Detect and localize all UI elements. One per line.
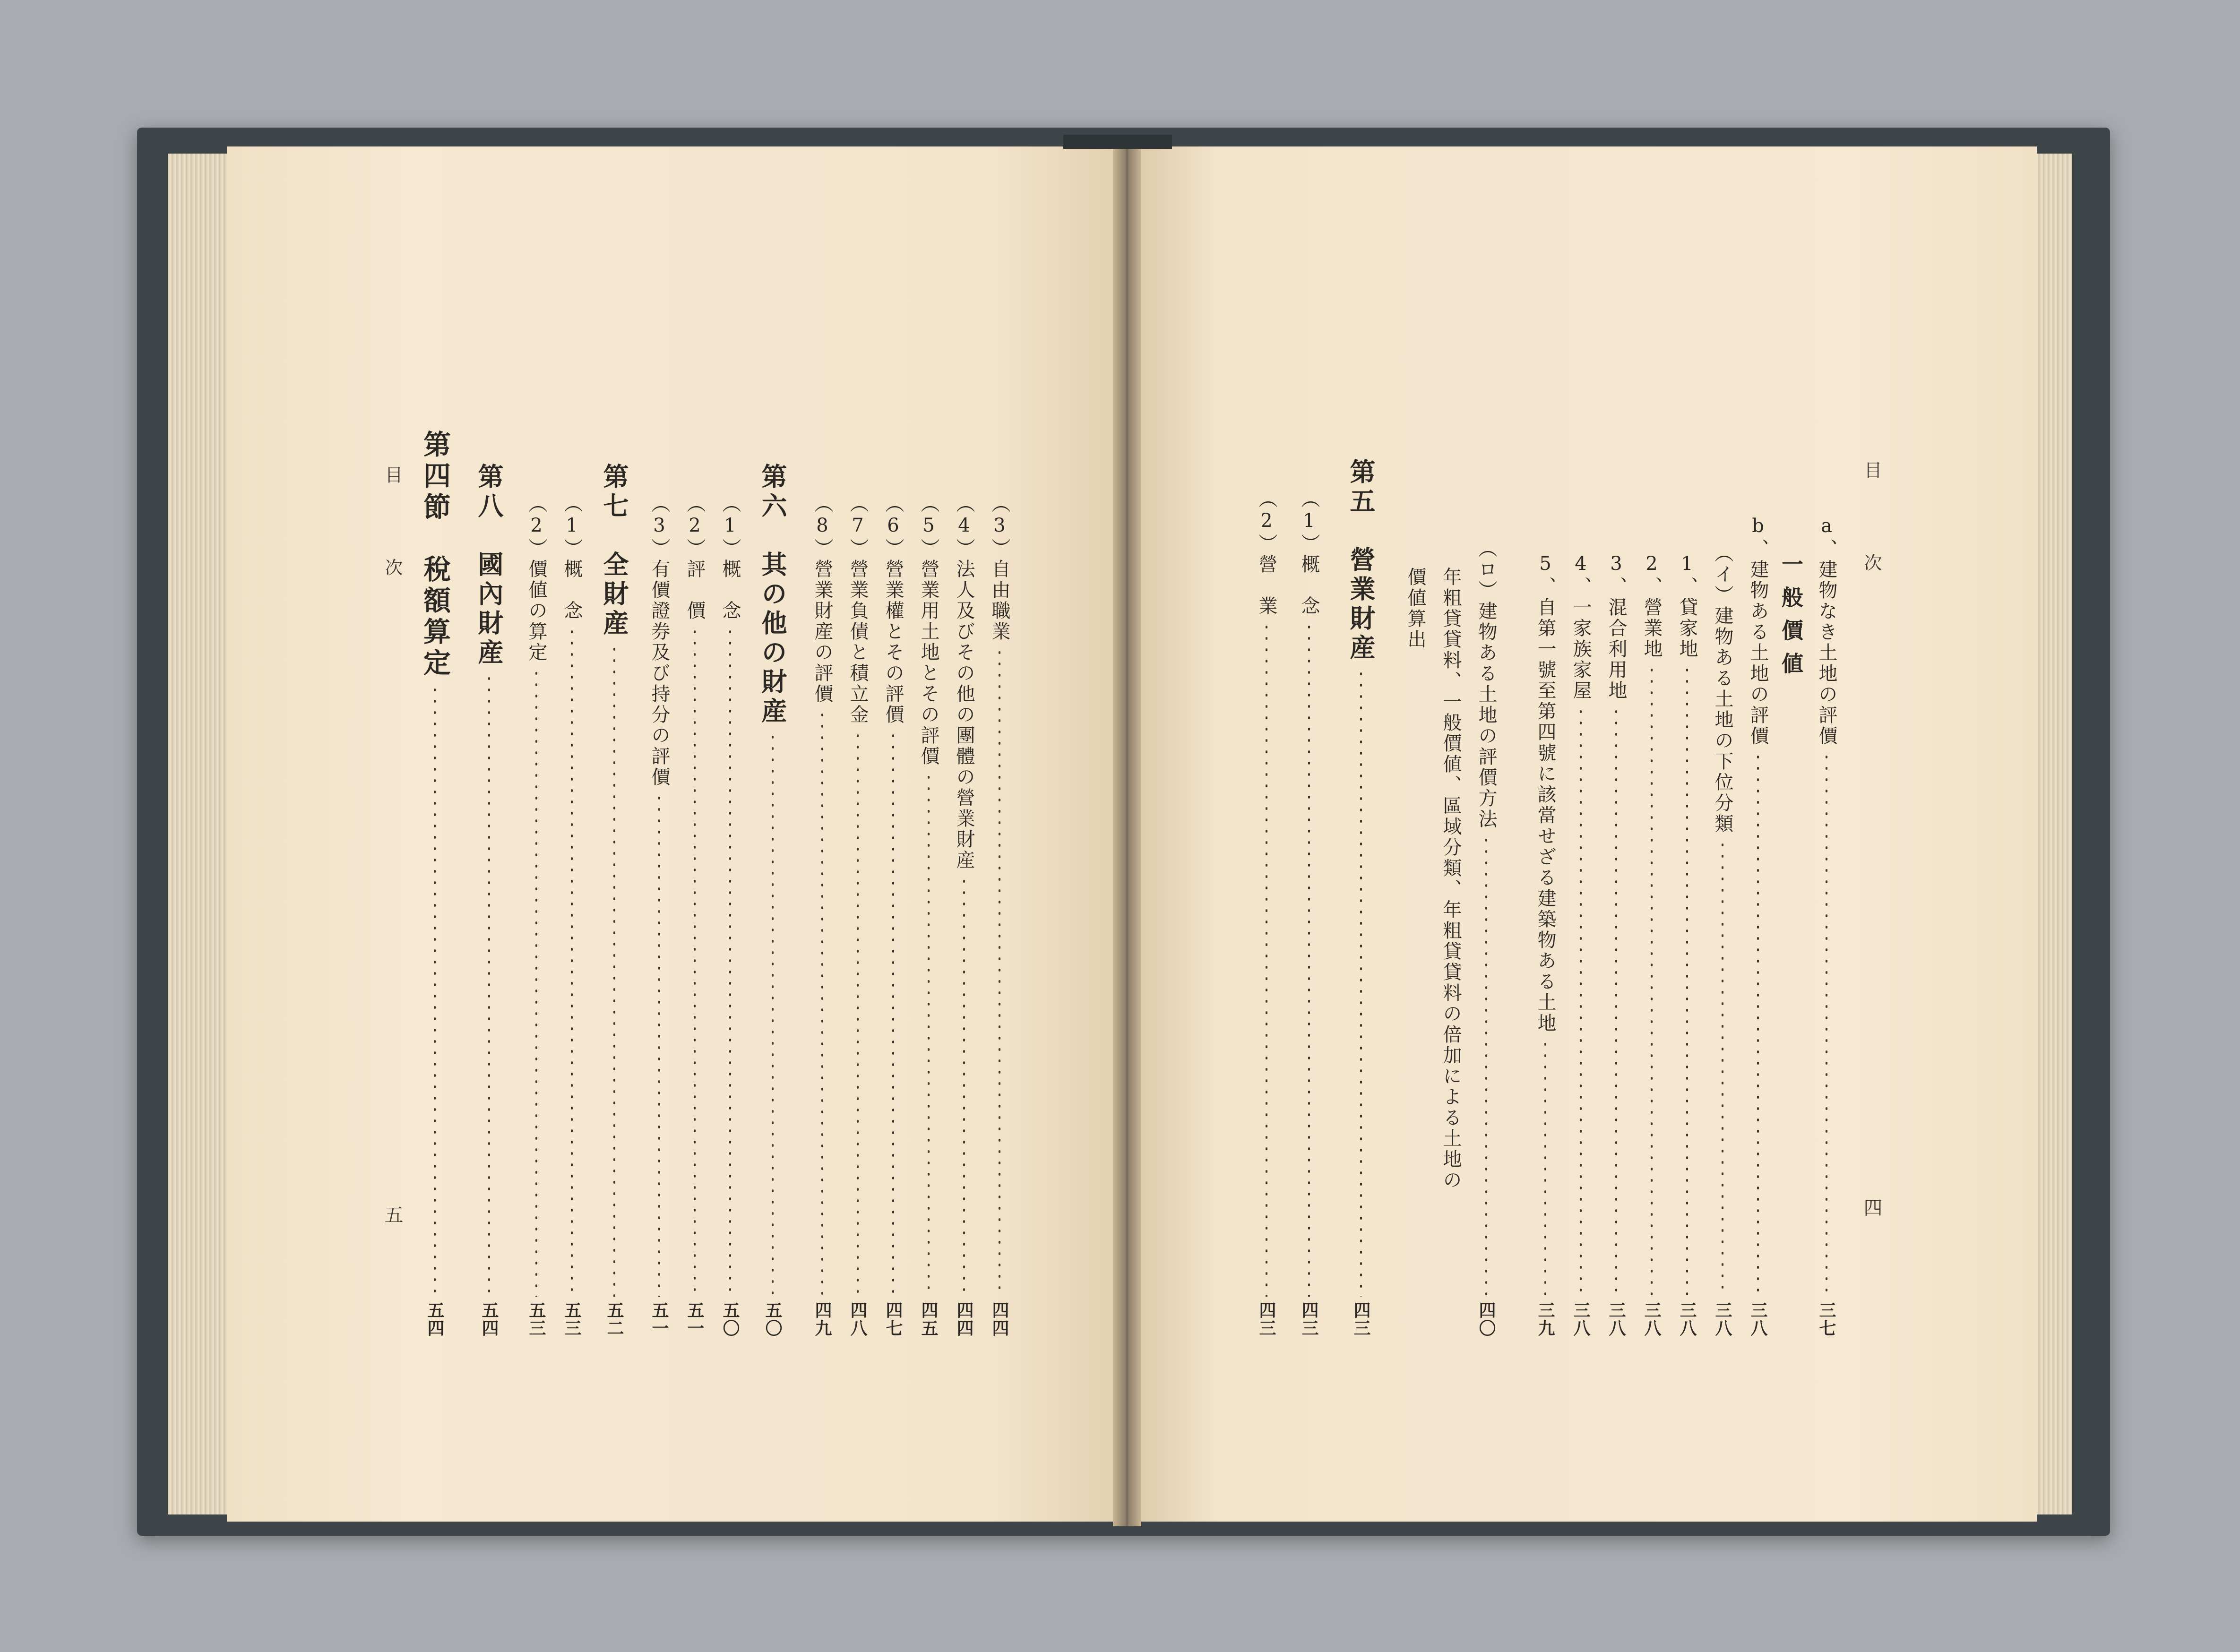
toc-entry-label: （3）自由職業	[989, 494, 1010, 642]
toc-entry	[1708, 543, 1737, 1337]
toc-page-number: 四七	[883, 1301, 903, 1337]
toc-entry-label: 4、一家族家屋	[1570, 553, 1592, 701]
toc-page-number: 四八	[848, 1301, 868, 1337]
toc-entry-label: 第五 營業財産	[1346, 458, 1376, 663]
toc-leader-dots	[963, 876, 965, 1297]
toc-page-number: 四三	[1299, 1301, 1319, 1337]
toc-leader-dots	[1580, 706, 1582, 1297]
toc-entry-label: 第六 其の他の財産	[758, 463, 788, 727]
running-head-text: 目 次	[382, 465, 403, 604]
toc-page-number: 五四	[479, 1301, 499, 1337]
toc-entry-label: （6）營業權とその評價	[882, 494, 904, 725]
spine-top	[1063, 135, 1172, 149]
toc-entry-label: （イ）建物ある土地の下位分類	[1712, 543, 1733, 835]
toc-entry	[645, 494, 673, 1337]
toc-page-number: 三八	[1677, 1301, 1697, 1337]
toc-page-number: 五四	[425, 1301, 445, 1337]
toc-entry-label: 2、營業地	[1641, 553, 1663, 660]
toc-entry	[1437, 567, 1465, 1191]
toc-page-number: 四九	[812, 1301, 832, 1337]
folio-left	[378, 1205, 406, 1224]
toc-page-number: 四五	[919, 1301, 939, 1337]
toc-entry-label: （1）概 念	[1298, 489, 1320, 617]
toc-entry	[985, 494, 1014, 1337]
toc-page-number: 五三	[526, 1301, 546, 1337]
toc-leader-dots	[772, 731, 774, 1297]
toc-page-number: 五二	[604, 1301, 624, 1337]
toc-entry-label: 一般價値	[1778, 553, 1804, 685]
toc-entry	[1252, 489, 1281, 1337]
toc-entry	[879, 494, 907, 1337]
toc-page-number: 四三	[1257, 1301, 1276, 1337]
toc-page-number: 五〇	[763, 1301, 783, 1337]
toc-page-number: 三八	[1748, 1301, 1768, 1337]
toc-leader-dots	[1651, 664, 1653, 1297]
toc-entry	[1777, 553, 1805, 685]
toc-entry-label: （5）營業用土地とその評價	[918, 494, 939, 767]
toc-page-number: 三八	[1571, 1301, 1591, 1337]
folio-number: 五	[381, 1205, 403, 1224]
toc-leader-dots	[928, 772, 930, 1297]
toc-page-number: 三八	[1642, 1301, 1662, 1337]
toc-leader-dots	[535, 668, 537, 1297]
toc-entry	[844, 494, 872, 1337]
toc-leader-dots	[729, 626, 731, 1297]
page-edges-left	[168, 154, 234, 1514]
toc-entry-label: （4）法人及びその他の團體の營業財産	[953, 494, 975, 871]
toc-entry-label: （1）概 念	[561, 494, 583, 621]
toc-page-number: 三七	[1817, 1301, 1836, 1337]
toc-entry	[1673, 553, 1701, 1337]
toc-entry-label: 3、混合利用地	[1605, 553, 1627, 701]
toc-section-heading	[756, 463, 789, 1337]
toc-leader-dots	[658, 792, 660, 1297]
toc-leader-dots	[1615, 706, 1617, 1297]
toc-page-number: 四〇	[1476, 1301, 1496, 1337]
toc-leader-dots	[1308, 621, 1310, 1297]
toc-page-number: 五三	[562, 1301, 582, 1337]
toc-leader-dots	[1544, 1039, 1546, 1297]
book-gutter	[1113, 142, 1141, 1526]
toc-entry-label: （ロ）建物ある土地の評價方法	[1475, 539, 1497, 830]
toc-entry	[1637, 553, 1666, 1337]
toc-entry	[1472, 539, 1500, 1337]
toc-page-number: 三八	[1713, 1301, 1732, 1337]
toc-leader-dots	[1360, 668, 1362, 1297]
toc-page-number: 五一	[649, 1301, 669, 1337]
toc-entry	[558, 494, 586, 1337]
toc-entry	[1401, 567, 1430, 650]
toc-entry-label: （1）概 念	[719, 494, 741, 621]
toc-entry	[1812, 515, 1841, 1337]
toc-entry-label: 5、自第一號至第四號に該當せざる建築物ある土地	[1534, 553, 1556, 1034]
running-head-left	[378, 465, 406, 604]
toc-entry-label: （3）有價證券及び持分の評價	[648, 494, 670, 788]
toc-page-number: 五〇	[720, 1301, 740, 1337]
running-head-text: 目 次	[1861, 461, 1882, 600]
toc-entry	[1531, 553, 1559, 1337]
toc-page-number: 四四	[990, 1301, 1009, 1337]
toc-leader-dots	[1722, 839, 1723, 1297]
toc-entry	[1602, 553, 1630, 1337]
toc-leader-dots	[821, 709, 823, 1297]
toc-entry-label: （2）價値の算定	[526, 494, 547, 663]
toc-entry-label: a、建物なき土地の評價	[1816, 515, 1837, 747]
folio-number: 四	[1861, 1198, 1882, 1217]
toc-entry	[1567, 553, 1595, 1337]
toc-entry	[808, 494, 836, 1337]
toc-leader-dots	[892, 730, 894, 1297]
toc-entry	[681, 494, 709, 1337]
toc-leader-dots	[1266, 621, 1267, 1297]
toc-entry-label: 價値算出	[1404, 567, 1426, 650]
toc-entry	[1744, 515, 1772, 1337]
toc-page-number: 三八	[1606, 1301, 1626, 1337]
toc-leader-dots	[1686, 664, 1688, 1297]
toc-entry-label: 年粗貸貸料、一般價値、區域分類、年粗貸貸料の倍加による土地の	[1440, 567, 1462, 1191]
toc-entry-label: （2）評 價	[684, 494, 706, 621]
toc-section-heading	[598, 463, 631, 1337]
toc-leader-dots	[694, 626, 696, 1297]
toc-entry-label: （2）營 業	[1256, 489, 1277, 617]
toc-leader-dots	[571, 626, 573, 1297]
toc-leader-dots	[434, 684, 436, 1297]
toc-page-number: 四三	[1351, 1301, 1371, 1337]
toc-leader-dots	[1485, 835, 1487, 1297]
toc-leader-dots	[999, 647, 1000, 1297]
toc-entry	[1295, 489, 1323, 1337]
toc-entry-label: 第七 全財産	[599, 463, 629, 639]
toc-entry-label: 第八 國內財産	[474, 463, 504, 668]
toc-leader-dots	[1826, 751, 1827, 1297]
toc-entry-label: 1、貸家地	[1676, 553, 1698, 660]
toc-entry-label: b、建物ある土地の評價	[1747, 515, 1769, 747]
toc-leader-dots	[613, 644, 615, 1297]
toc-entry-label: 第四節 稅額算定	[419, 430, 451, 680]
toc-leader-dots	[488, 673, 490, 1297]
toc-entry-label: （8）營業財産の評價	[811, 494, 833, 705]
toc-leader-dots	[1757, 751, 1759, 1297]
toc-section-heading	[1344, 458, 1378, 1337]
toc-leader-dots	[857, 730, 859, 1297]
toc-page-number: 三九	[1535, 1301, 1555, 1337]
toc-section-heading	[473, 463, 506, 1337]
toc-entry	[950, 494, 978, 1337]
toc-page-number: 五一	[685, 1301, 705, 1337]
toc-entry	[522, 494, 551, 1337]
folio-right	[1857, 1198, 1886, 1217]
toc-entry	[914, 494, 943, 1337]
toc-section-heading	[416, 430, 454, 1337]
toc-entry-label: （7）營業負債と積立金	[847, 494, 869, 725]
toc-page-number: 四四	[954, 1301, 974, 1337]
toc-entry	[716, 494, 744, 1337]
running-head-right	[1857, 461, 1886, 600]
